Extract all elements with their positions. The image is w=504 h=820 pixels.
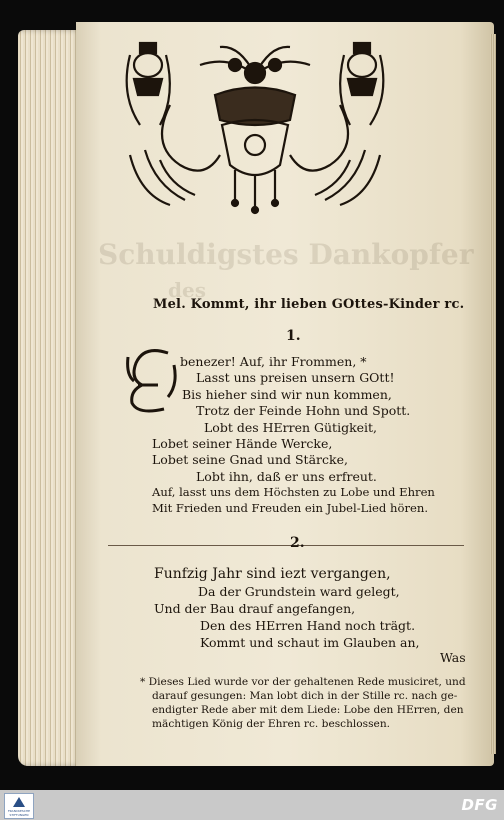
- stanza1-line: Trotz der Feinde Hohn und Spott.: [196, 403, 411, 418]
- decorative-vignette-ornament: [110, 35, 400, 215]
- melody-heading: Mel. Kommt, ihr lieben GOttes-Kinder rc.: [153, 297, 465, 312]
- logo-caption: FRANCKESCHE STIFTUNGEN: [7, 809, 31, 817]
- stanza2-line: Kommt und schaut im Glauben an,: [200, 635, 420, 650]
- footnote-line: mächtigen König der Ehren rc. beschlossen.: [152, 718, 391, 730]
- stanza1-line: Lobet seine Gnad und Stärcke,: [152, 452, 348, 467]
- stanza1-line: Mit Frieden und Freuden ein Jubel-Lied hören.: [152, 501, 429, 515]
- institution-logo[interactable]: [4, 793, 34, 819]
- dfg-logo[interactable]: DFG: [461, 796, 498, 814]
- catchword: Was: [440, 650, 466, 665]
- page-edges: [18, 30, 82, 766]
- stanza-number: 2.: [290, 535, 305, 551]
- footnote-line: * Dieses Lied wurde vor der gehaltenen Rede musiciret, und: [140, 676, 466, 688]
- stanza1-line: benezer! Auf, ihr Frommen, *: [180, 354, 367, 369]
- stanza2-line: Funfzig Jahr sind iezt vergangen,: [154, 566, 391, 582]
- stanza1-line: Bis hieher sind wir nun kommen,: [182, 387, 392, 402]
- bleed-through-text: Schuldigstes Dankopfer: [98, 238, 474, 271]
- drop-cap-initial-E: [124, 345, 180, 415]
- logo-icon: [13, 797, 25, 807]
- footnote-line: endigter Rede aber mit dem Liede: Lobe den HErren, den: [152, 704, 464, 716]
- stanza1-line: Lasst uns preisen unsern GOtt!: [196, 370, 395, 385]
- stanza2-line: Und der Bau drauf angefangen,: [154, 601, 356, 616]
- stanza-number: 1.: [286, 328, 301, 344]
- stanza1-line: Lobt ihn, daß er uns erfreut.: [196, 469, 377, 484]
- stanza2-line: Den des HErren Hand noch trägt.: [200, 618, 416, 633]
- stanza1-line: Lobet seiner Hände Wercke,: [152, 436, 333, 451]
- section-divider: [108, 545, 464, 546]
- stanza1-line: Lobt des HErren Gütigkeit,: [204, 420, 378, 435]
- right-page-edges: [490, 34, 496, 754]
- stanza1-line: Auf, lasst uns dem Höchsten zu Lobe und Ehren: [152, 485, 435, 499]
- footnote-line: darauf gesungen: Man lobt dich in der Stille rc. nach ge-: [152, 690, 458, 702]
- bleed-through-text: des: [168, 278, 206, 302]
- viewer-footer-bar: [0, 790, 504, 820]
- stanza2-line: Da der Grundstein ward gelegt,: [198, 584, 400, 599]
